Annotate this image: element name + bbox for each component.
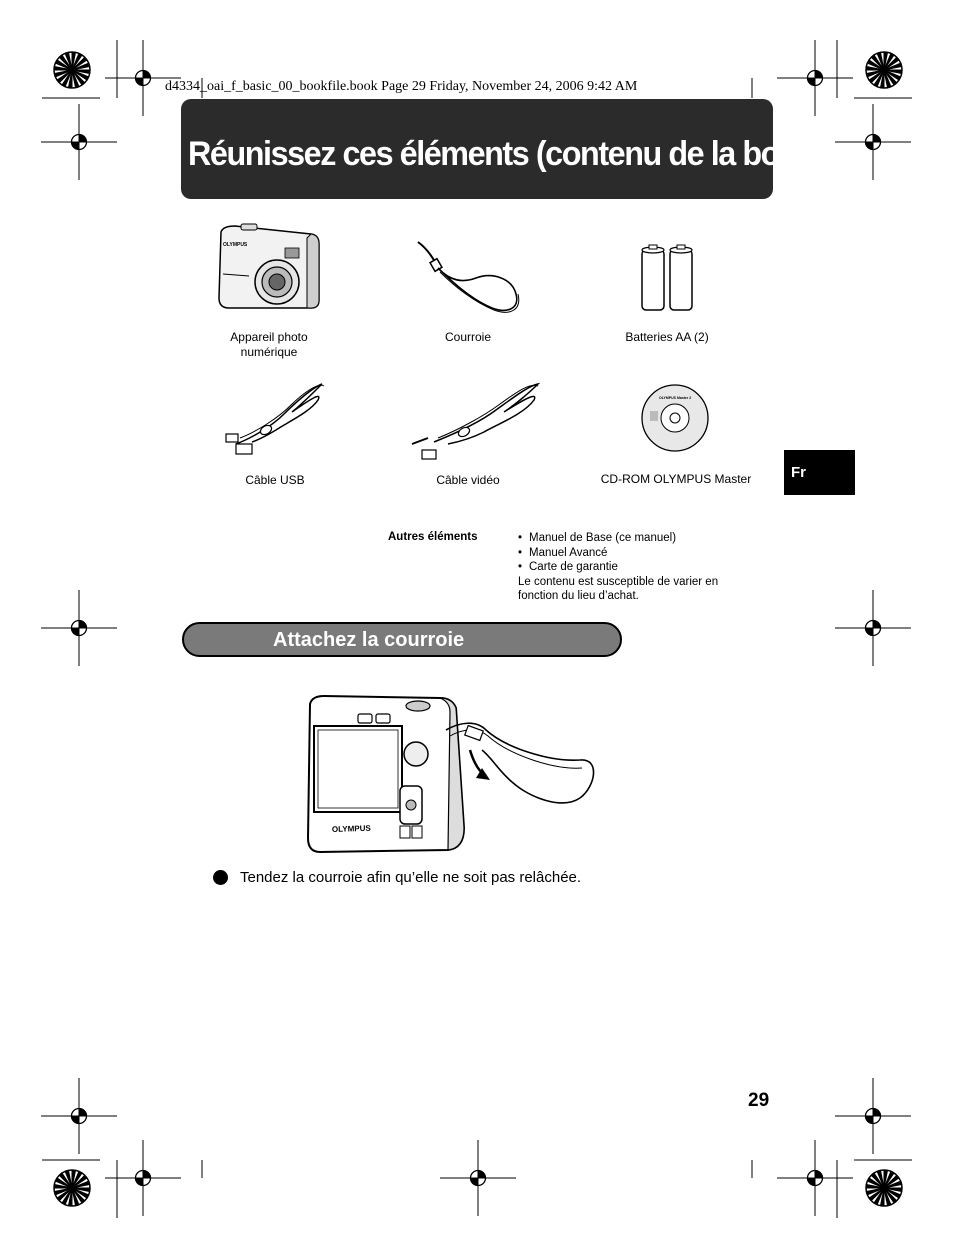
- item-label-strap: Courroie: [444, 330, 492, 344]
- camera-strap-illustration: [300, 690, 600, 860]
- language-tab: [784, 450, 855, 495]
- list-item: • Manuel de Base (ce manuel): [518, 531, 748, 546]
- star-target-icon: [866, 52, 902, 88]
- registration-mark-icon: [41, 104, 117, 180]
- registration-mark-icon: [41, 590, 117, 666]
- usb-cable-icon: [222, 378, 328, 458]
- other-items-list: [518, 531, 748, 604]
- star-target-icon: [866, 1170, 902, 1206]
- item-label-video-cable: Câble vidéo: [436, 473, 500, 487]
- list-item: • Carte de garantie: [518, 560, 748, 575]
- item-label-batteries: Batteries AA (2): [625, 330, 709, 344]
- camera-brand-text: OLYMPUS: [223, 242, 248, 248]
- section-title: Attachez la courroie: [273, 629, 465, 651]
- registration-mark-icon: [105, 40, 181, 116]
- camera-icon: [215, 222, 323, 314]
- batteries-icon: [638, 244, 698, 312]
- star-target-icon: [54, 52, 90, 88]
- item-label-usb-cable: Câble USB: [245, 473, 305, 487]
- page-title: Réunissez ces éléments (contenu de la boîte): [188, 135, 822, 173]
- star-target-icon: [54, 1170, 90, 1206]
- registration-mark-icon: [41, 1078, 117, 1154]
- item-label-camera: Appareil photo numérique: [230, 330, 308, 359]
- file-info-line: d4334_oai_f_basic_00_bookfile.book Page 29 Friday, November 24, 2006 9:42 AM: [165, 79, 638, 94]
- language-tab-label: Fr: [791, 464, 806, 481]
- cd-rom-icon: [640, 383, 710, 453]
- registration-mark-icon: [777, 40, 853, 116]
- strap-icon: [412, 238, 524, 316]
- section-heading: [182, 622, 622, 657]
- registration-mark-icon: [440, 1140, 516, 1216]
- video-cable-icon: [410, 378, 542, 462]
- list-item: • Manuel Avancé: [518, 546, 748, 561]
- title-banner: [181, 99, 822, 199]
- registration-mark-icon: [777, 1140, 853, 1216]
- cd-label-text: OLYMPUS Master 2: [659, 396, 692, 400]
- registration-mark-icon: [835, 590, 911, 666]
- instruction-text: Tendez la courroie afin qu’elle ne soit pas relâchée.: [240, 869, 582, 886]
- registration-mark-icon: [835, 104, 911, 180]
- bullet-icon: [213, 870, 228, 885]
- registration-mark-icon: [105, 1140, 181, 1216]
- other-items-label: Autres éléments: [388, 531, 478, 543]
- other-items-note: Le contenu est susceptible de varier en fonction du lieu d’achat.: [518, 575, 719, 602]
- registration-mark-icon: [835, 1078, 911, 1154]
- item-label-cd-rom: CD-ROM OLYMPUS Master: [600, 472, 752, 486]
- page-number: 29: [748, 1090, 770, 1111]
- camera-brand-text: OLYMPUS: [331, 823, 371, 834]
